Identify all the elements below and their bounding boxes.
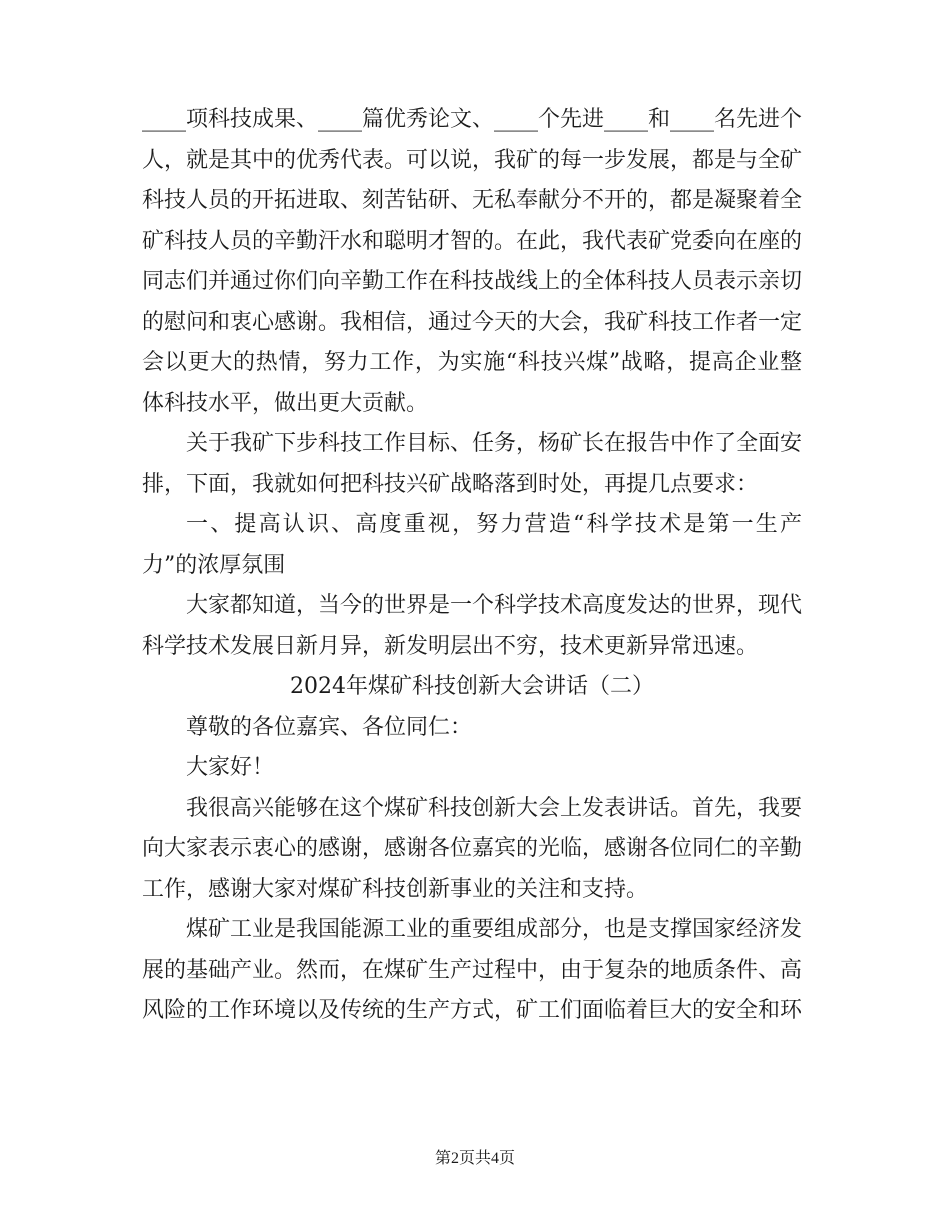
document-body (142, 100, 802, 1032)
body-paragraph-2: 关于我矿下步科技工作目标、任务，杨矿长在报告中作了全面安排，下面，我就如何把科技兴矿战略落到时处，再提几点要求： (142, 431, 803, 497)
speech-paragraph-1: 我很高兴能够在这个煤矿科技创新大会上发表讲话。首先，我要向大家表示衷心的感谢，感谢各位嘉宾的光临，感谢各位同仁的辛勤工作，感谢大家对煤矿科技创新事业的关注和支持。 (142, 795, 803, 902)
body-paragraph-3: 大家都知道，当今的世界是一个科学技术高度发达的世界，现代科学技术发展日新月异，新发明层出不穷，技术更新异常迅速。 (142, 593, 803, 659)
salutation: 尊敬的各位嘉宾、各位同仁： (186, 714, 473, 740)
page-number: 第2页共4页 (434, 1150, 515, 1167)
section-heading-1: 一、提高认识、高度重视，努力营造“科学技术是第一生产力”的浓厚氛围 (142, 512, 802, 578)
greeting: 大家好！ (186, 755, 275, 780)
body-paragraph-1: ____项科技成果、____篇优秀论文、____个先进____和____名先进个人，就是其中的优秀代表。可以说，我矿的每一步发展，都是与全矿科技人员的开拓进取、刻苦钻研、无私奉献分不开的，都是凝聚着全矿科技人员的辛勤汗水和聪明才智的。在此，我代表矿党委向在座的同志们并通过你们向辛勤工作在科技战线上的全体科技人员表示亲切的慰问和衷心感谢。我相信，通过今天的大会，我矿科技工作者一定会以更大的热情，努力工作，为实施“科技兴煤”战略，提高企业整体科技水平，做出更大贡献。 (142, 107, 803, 416)
speech-paragraph-2: 煤矿工业是我国能源工业的重要组成部分，也是支撑国家经济发展的基础产业。然而，在煤矿生产过程中，由于复杂的地质条件、高风险的工作环境以及传统的生产方式，矿工们面临着巨大的安全和环 (142, 917, 803, 1023)
section-title: 2024年煤矿科技创新大会讲话（二） (290, 674, 654, 699)
